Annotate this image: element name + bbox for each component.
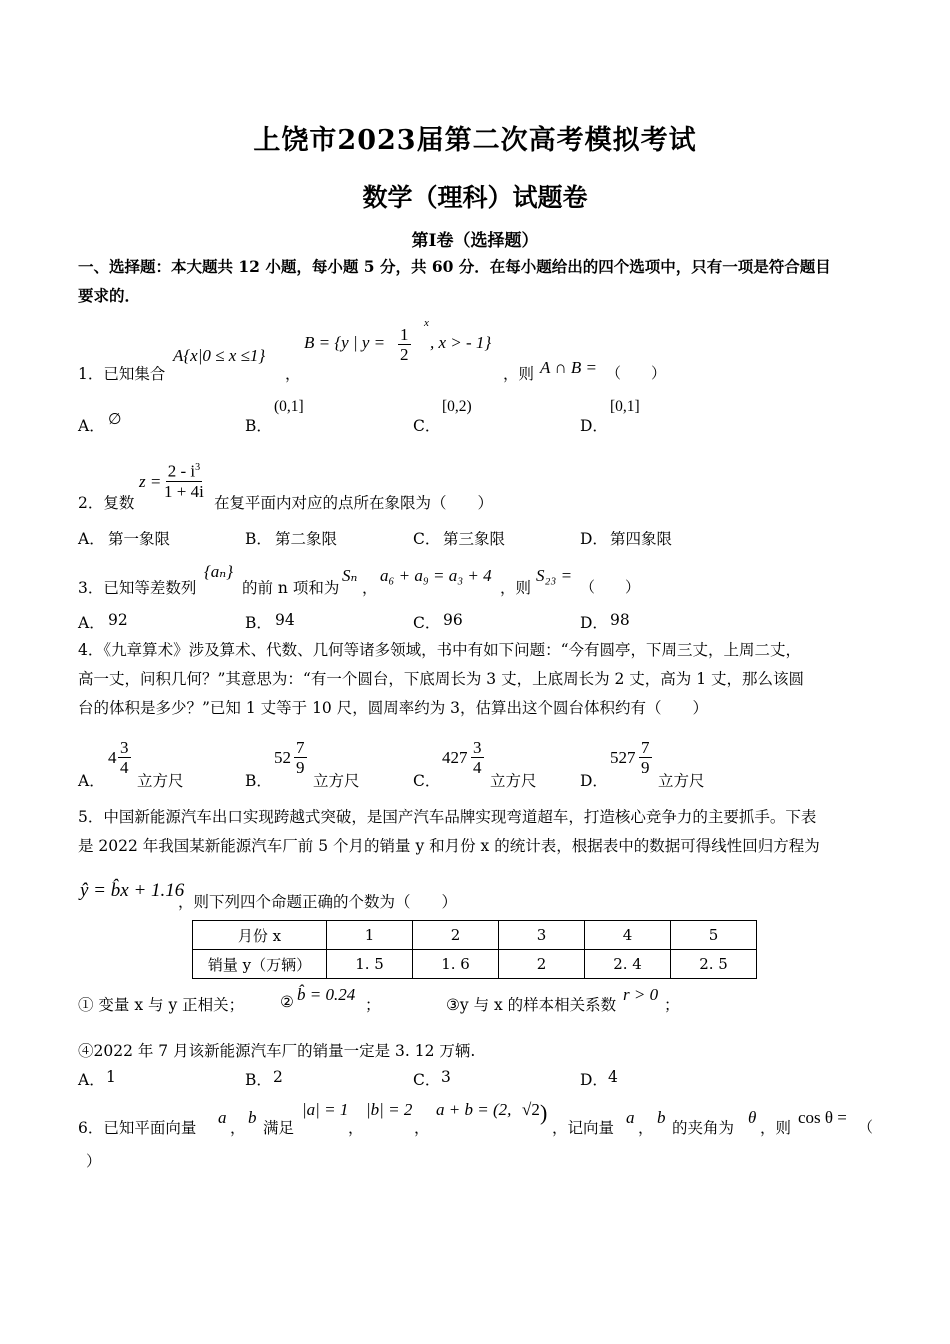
q3-s23: S₂₃ =	[536, 566, 573, 585]
q5-line2: 是 2022 年我国某新能源汽车厂前 5 个月的销量 y 和月份 x 的统计表，根据表中的数据可得线性回归方程为	[78, 837, 820, 855]
table-cell: 3	[499, 921, 585, 950]
q5-option-a-value: 1	[106, 1068, 116, 1086]
q2-fraction	[164, 458, 204, 501]
q5-statement-3-expr: r > 0	[623, 985, 659, 1004]
q4-option-b-whole: 52	[274, 748, 291, 767]
volume-heading: 第Ⅰ卷（选择题）	[411, 231, 539, 251]
q5-option-b-value: 2	[273, 1068, 283, 1086]
q2-numerator-exponent: 3	[195, 462, 201, 473]
q4-line1: 4．《九章算术》涉及算术、代数、几何等诸多领域，书中有如下问题：“今有圆亭，下周三丈，上周二丈，	[78, 641, 802, 659]
q4-option-c-fraction: $\frac{3}{4}$	[473, 738, 482, 777]
table-cell: 2	[413, 921, 499, 950]
q1-option-d-label: D．	[580, 417, 608, 435]
q3-option-a-value: 92	[108, 611, 128, 629]
q4-option-c-unit: 立方尺	[490, 772, 537, 790]
q4-option-c-label: C．	[413, 772, 441, 790]
q2-option-b-value: 第二象限	[275, 530, 338, 548]
table-row	[193, 921, 757, 950]
table-cell: 2. 4	[585, 950, 671, 979]
q1-option-b-label: B．	[245, 417, 272, 435]
q5-option-b-label: B．	[245, 1071, 272, 1089]
q6-norm-b: |b| = 2	[366, 1100, 413, 1119]
exam-subtitle: 数学（理科）试题卷	[362, 183, 588, 212]
q4-option-d-whole: 527	[610, 748, 636, 767]
q1-exponent: x	[424, 317, 429, 329]
q1-option-d-value: [0,1]	[610, 398, 640, 415]
table-cell: 2	[499, 950, 585, 979]
q3-option-d-label: D．	[580, 614, 608, 632]
table-cell: 1. 5	[327, 950, 413, 979]
q3-then: ，则	[500, 579, 532, 597]
q5-line1: 5．中国新能源汽车出口实现跨越式突破，是国产汽车品牌实现弯道超车，打造核心竞争力的主要抓手。下表	[78, 808, 817, 826]
q6-sum-left: a + b = (2,	[436, 1100, 512, 1119]
q6-vector-a: a	[218, 1108, 227, 1127]
q2-z: z =	[139, 472, 162, 491]
q1-stem-prefix: 1．已知集合	[78, 365, 166, 383]
section-instructions-line2: 要求的．	[78, 286, 141, 305]
q2-numerator: 2 - i	[167, 461, 196, 481]
q1-option-a-value: ∅	[108, 411, 122, 428]
q1-set-a: A{x|0 ≤ x ≤1}	[173, 346, 266, 365]
q6-prefix: 6．已知平面向量	[78, 1119, 197, 1137]
table-cell: 2. 5	[671, 950, 757, 979]
q5-statement-3-prefix: ③y 与 x 的样本相关系数	[446, 996, 617, 1014]
q4-option-d-label: D．	[580, 772, 608, 790]
q4-option-b-unit: 立方尺	[313, 772, 360, 790]
q1-half-fraction	[398, 325, 411, 364]
q6-cos-theta: cos θ =	[798, 1108, 847, 1127]
q1-option-a-label: A．	[78, 417, 105, 435]
q5-month-header: 月份 x	[193, 921, 327, 950]
q6-denote: ，记向量	[552, 1119, 615, 1137]
q1-then: ，则	[503, 365, 535, 383]
q6-angle-text: 的夹角为	[672, 1119, 735, 1137]
q2-option-c-label: C．	[413, 530, 441, 548]
q2-option-a-label: A．	[78, 530, 105, 548]
q1-option-c-label: C．	[413, 417, 441, 435]
q4-option-b-fraction: $\frac{7}{9}$	[296, 738, 305, 777]
q6-answer-blank-close: ）	[86, 1152, 102, 1170]
q5-option-c-label: C．	[413, 1071, 441, 1089]
q3-option-b-label: B．	[245, 614, 272, 632]
q5-data-table	[192, 920, 757, 979]
exam-page: 上饶市2023届第二次高考模拟考试 数学（理科）试题卷 第Ⅰ卷（选择题） 一、选择题：本大题共 12 小题，每小题 5 分，共 60 分．在每小题给出的四个选项中，只有一项是符合题目 要求的． 1．已知集合 A{x|0 ≤ x ≤1} ， B = {y | y = $\frac{1}{2}$ x , x > - 1} ，则 A ∩ B = （ ） A． ∅ B． (0,1] C． [0,2) D． [0,1] 2．复数 z = $\frac{2 - i^3}{1 + 4i}$ 在复平面内对应的点所在象限为（ ） A． 第一象限 B． 第二象限 C． 第三象限 D． 第四象限 3．已知等差数列 {aₙ} 的前 n 项和为 Sₙ ， a₆ + a₉ = a₃ + 4 ，则 S₂₃ = （ ） A． 92 B． 94 C． 96 D． 98 4．《九章算术》涉及算术、代数、几何等诸多领域，书中有如下问题：“今有圆亭，下周三丈，上周二丈， 高一丈，问积几何？”其意思为：“有一个圆台，下底周长为 3 丈，上底周长为 2 丈，高为 1 丈，那么该圆 台的体积是多少？”已知 1 丈等于 10 尺，圆周率约为 3，估算出这个圆台体积约有（ ） A． 4 $\frac{3}{4}$ 立方尺 B． 52 $\frac{7}{9}$ 立方尺 C． 427 $\frac{3}{4}$ 立方尺 D． 527 $\frac{7}{9}$ 立方尺 5．中国新能源汽车出口实现跨越式突破，是国产汽车品牌实现弯道超车，打造核心竞争力的主要抓手。下表 是 2022 年我国某新能源汽车厂前 5 个月的销量 y 和月份 x 的统计表，根据表中的数据可得线性回归方程为 ŷ = b̂x + 1.16 ，则下列四个命题正确的个数为（ ） 月份 x 1 2 3 4 5 销量 y（万辆） 1. 5 1. 6 2 2. 4 2. 5 ① 变量 x 与 y 正相关； ② b̂ = 0.24 ； ③y 与 x 的样本相关系数 r > 0 ； ④2022 年 7 月该新能源汽车厂的销量一定是 3. 12 万辆. A． 1 B． 2 C． 3 D． 4 6．已知平面向量 a ， b 满足 |a| = 1 ， |b| = 2 ， a + b = (2, √2 ) ，记向量 a ， b 的夹角为 θ ，则 cos θ = （ ）	[0, 0, 950, 1344]
q5-statement-2-expr: b̂ = 0.24	[297, 985, 356, 1004]
q3-option-c-label: C．	[413, 614, 441, 632]
q4-option-d-fraction: $\frac{7}{9}$	[641, 738, 650, 777]
q6-vector-b: b	[248, 1108, 257, 1127]
q3-sequence: {aₙ}	[204, 562, 233, 581]
q4-option-a-fraction: $\frac{3}{4}$	[120, 738, 129, 777]
q3-stem-prefix: 3．已知等差数列	[78, 579, 197, 597]
q2-denominator: 1 + 4i	[164, 481, 204, 501]
q2-stem-suffix: 在复平面内对应的点所在象限为（ ）	[214, 494, 494, 512]
table-cell: 1. 6	[413, 950, 499, 979]
q3-option-d-value: 98	[610, 611, 630, 629]
q5-option-d-label: D．	[580, 1071, 608, 1089]
section-instructions-line1: 一、选择题：本大题共 12 小题，每小题 5 分，共 60 分．在每小题给出的四个选项中，只有一项是符合题目	[78, 257, 831, 276]
table-cell: 1	[327, 921, 413, 950]
q5-statement-2-prefix: ②	[280, 993, 294, 1011]
q1-expression: A ∩ B =	[540, 358, 597, 377]
q5-line3: ，则下列四个命题正确的个数为（ ）	[178, 893, 458, 911]
exam-title: 上饶市2023届第二次高考模拟考试	[253, 125, 697, 156]
q6-satisfies: 满足	[263, 1119, 295, 1137]
q2-option-a-value: 第一象限	[108, 530, 171, 548]
q4-option-b-label: B．	[245, 772, 272, 790]
q1-set-b-left: B = {y | y =	[304, 333, 386, 352]
q3-option-b-value: 94	[275, 611, 295, 629]
table-cell: 5	[671, 921, 757, 950]
q3-option-c-value: 96	[443, 611, 463, 629]
q4-option-a-unit: 立方尺	[137, 772, 184, 790]
q3-answer-blank: （ ）	[580, 578, 641, 596]
q3-mid: 的前 n 项和为	[242, 579, 340, 597]
q5-option-d-value: 4	[608, 1068, 618, 1086]
q4-option-c-whole: 427	[442, 748, 468, 767]
q4-option-a-whole: 4	[108, 748, 117, 767]
q5-statement-1: ① 变量 x 与 y 正相关；	[78, 996, 245, 1014]
q2-option-b-label: B．	[245, 530, 272, 548]
q1-half-numerator: 1	[400, 325, 409, 344]
q1-answer-blank: （ ）	[606, 364, 667, 382]
q3-sn: Sₙ	[342, 566, 358, 585]
q1-set-b-right: , x > - 1}	[430, 333, 492, 352]
q5-regression-equation: ŷ = b̂x + 1.16	[80, 880, 185, 901]
q1-option-c-value: [0,2)	[442, 398, 472, 415]
q6-sqrt2: √2	[522, 1100, 540, 1119]
table-row	[193, 950, 757, 979]
q5-option-c-value: 3	[441, 1068, 451, 1086]
q3-equation: a₆ + a₉ = a₃ + 4	[380, 566, 492, 585]
q5-sales-header: 销量 y（万辆）	[193, 950, 327, 979]
q1-half-denominator: 2	[400, 345, 409, 364]
q4-line3: 台的体积是多少？”已知 1 丈等于 10 尺，圆周率约为 3，估算出这个圆台体积约有（ ）	[78, 699, 709, 717]
q6-norm-a: |a| = 1	[302, 1100, 349, 1119]
q6-theta: θ	[748, 1108, 757, 1127]
q3-option-a-label: A．	[78, 614, 105, 632]
q4-line2: 高一丈，问积几何？”其意思为：“有一个圆台，下底周长为 3 丈，上底周长为 2 丈，高为 1 丈，那么该圆	[78, 670, 804, 688]
q2-option-d-label: D．	[580, 530, 608, 548]
q5-option-a-label: A．	[78, 1071, 105, 1089]
q1-option-b-value: (0,1]	[274, 398, 304, 415]
q2-option-d-value: 第四象限	[610, 530, 673, 548]
q2-stem-prefix: 2．复数	[78, 494, 135, 512]
q5-statement-4: ④2022 年 7 月该新能源汽车厂的销量一定是 3. 12 万辆.	[78, 1042, 476, 1060]
q4-option-a-label: A．	[78, 772, 105, 790]
table-cell: 4	[585, 921, 671, 950]
q4-option-d-unit: 立方尺	[658, 772, 705, 790]
q2-option-c-value: 第三象限	[443, 530, 506, 548]
